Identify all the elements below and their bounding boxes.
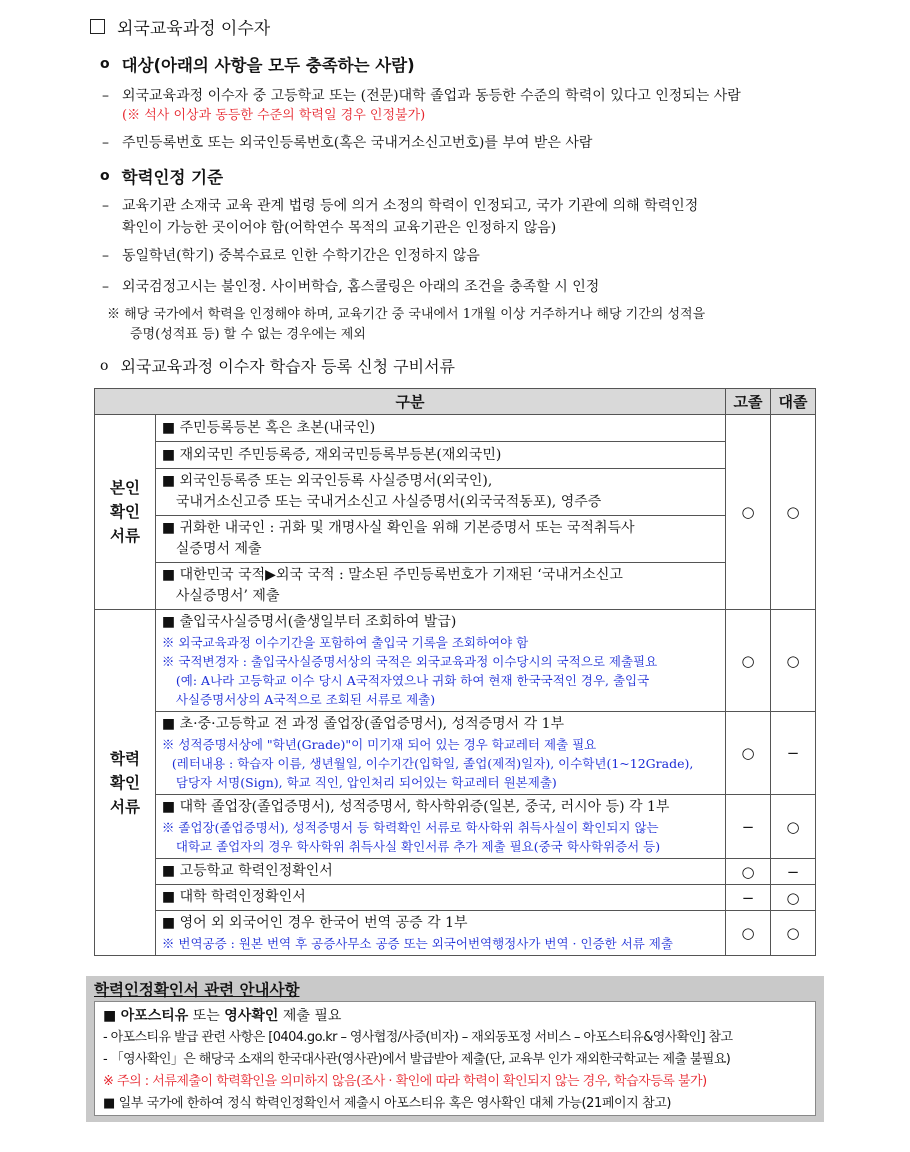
doc-note: ※ 외국교육과정 이수기간을 포함하여 출입국 기록을 조회하여야 함 — [161, 635, 529, 650]
section-criteria-heading — [100, 164, 223, 188]
doc-hs-certificate: ■ 고등학교 학력인정확인서 — [155, 859, 725, 885]
doc-note: (예: A나라 고등학교 이수 당시 A국적자였으나 귀화 하여 현재 한국국적인 경우, 출입국 — [175, 673, 650, 688]
page-title: 외국교육과정 이수자 — [117, 19, 271, 39]
doc-note: 대학교 졸업자의 경우 학사학위 취득사실 확인서류 추가 제출 필요(중국 학사학위증서 등) — [175, 839, 661, 854]
doc-univ-certificate: ■ 대학 학력인정확인서 — [155, 885, 725, 911]
doc-naturalized — [155, 516, 725, 563]
doc-note: ※ 성적증명서상에 "학년(Grade)"이 미기재 되어 있는 경우 학교레터 제출 필요 — [161, 737, 597, 752]
doc-line: ■ 대한민국 국적▶외국 국적 : 말소된 주민등록번호가 기재된 ‘국내거소신고 — [161, 567, 623, 583]
doc-entry-exit-record — [155, 610, 725, 712]
doc-note: 사실증명서상의 A국적으로 조회된 서류로 제출) — [175, 692, 436, 707]
univ-cert-college-mark: ○ — [771, 885, 816, 911]
circle-bullet-icon: o — [100, 168, 110, 184]
criteria-item-1-line-1: 교육기관 소재국 교육 관계 법령 등에 의거 소정의 학력이 인정되고, 국가 기관에 의해 학력인정 — [122, 198, 699, 214]
criteria-item-1: – 교육기관 소재국 교육 관계 법령 등에 의거 소정의 학력이 인정되고, 국가 기관에 의해 학력인정 — [102, 198, 699, 214]
doc-translation-notarization — [155, 911, 725, 956]
translation-college-mark: ○ — [771, 911, 816, 956]
school-high-mark: ○ — [726, 712, 771, 795]
doc-line: ■ 외국인등록증 또는 외국인등록 사실증명서(외국인), — [161, 473, 493, 489]
doc-line: ■ 귀화한 내국인 : 귀화 및 개명사실 확인을 위해 기본증명서 또는 국적취득사 — [161, 520, 635, 536]
notice-required: 제출 필요 — [278, 1008, 342, 1024]
doc-nationality-change — [155, 563, 725, 610]
target-item-1: – 외국교육과정 이수자 중 고등학교 또는 (전문)대학 졸업과 동등한 수준의 학력이 있다고 인정되는 사람 — [102, 88, 741, 104]
section-target-heading — [100, 52, 415, 76]
table-row — [95, 469, 816, 516]
entry-high-mark: ○ — [726, 610, 771, 712]
doc-line: ■ 초·중·고등학교 전 과정 졸업장(졸업증명서), 성적증명서 각 1부 — [161, 716, 565, 732]
table-row — [95, 563, 816, 610]
notice-or: 또는 — [188, 1008, 225, 1024]
section-docs-title: 외국교육과정 이수자 학습자 등록 신청 구비서류 — [120, 357, 455, 376]
doc-note: ※ 졸업장(졸업증명서), 성적증명서 등 학력확인 서류로 학사학위 취득사실이 확인되지 않는 — [161, 820, 659, 835]
target-warning: (※ 석사 이상과 동등한 수준의 학력일 경우 인정불가) — [122, 108, 426, 123]
page-header — [90, 14, 270, 39]
table-row — [95, 415, 816, 442]
category-education-line: 확인 — [109, 773, 140, 792]
target-item-1-text: 외국교육과정 이수자 중 고등학교 또는 (전문)대학 졸업과 동등한 수준의 학력이 있다고 인정되는 사람 — [122, 88, 741, 104]
doc-note: (레터내용 : 학습자 이름, 생년월일, 이수기간(입학일, 졸업(제적)일자), 이수학년(1~12Grade), — [171, 756, 694, 771]
target-item-2: – 주민등록번호 또는 외국인등록번호(혹은 국내거소신고번호)를 부여 받은 사람 — [102, 135, 593, 151]
criteria-item-3: – 외국검정고시는 불인정. 사이버학습, 홈스쿨링은 아래의 조건을 충족할 시 인정 — [102, 279, 600, 295]
section-criteria-title: 학력인정 기준 — [121, 168, 224, 187]
category-education-line: 학력 — [109, 749, 140, 768]
doc-note: ※ 번역공증 : 원본 번역 후 공증사무소 공증 또는 외국어번역행정사가 번역 · 인증한 서류 제출 — [161, 936, 673, 951]
doc-line: 사실증명서’ 제출 — [175, 588, 280, 604]
hs-cert-college-mark: − — [771, 859, 816, 885]
notice-apostille: 아포스티유 — [120, 1008, 189, 1024]
section-target-title: 대상(아래의 사항을 모두 충족하는 사람) — [121, 56, 415, 75]
table-row — [95, 442, 816, 469]
doc-line: 국내거소신고증 또는 국내거소신고 사실증명서(외국국적동포), 영주증 — [175, 494, 602, 510]
category-education-line: 서류 — [109, 797, 140, 816]
category-identity-line: 본인 — [109, 479, 140, 497]
table-row — [95, 610, 816, 712]
criteria-item-2-text: 동일학년(학기) 중복수료로 인한 수학기간은 인정하지 않음 — [122, 248, 480, 264]
table-row — [95, 516, 816, 563]
entry-college-mark: ○ — [771, 610, 816, 712]
doc-overseas-korean: ■ 재외국민 주민등록증, 재외국민등록부등본(재외국민) — [155, 442, 725, 469]
circle-bullet-icon: o — [100, 357, 109, 374]
doc-university-diploma — [155, 795, 725, 859]
required-documents-table — [94, 388, 816, 956]
notice-warning: ※ 주의 : 서류제출이 학력확인을 의미하지 않음(조사 · 확인에 따라 학력이 확인되지 않는 경우, 학습자등록 불가) — [103, 1074, 707, 1089]
table-row — [95, 885, 816, 911]
header-category: 구분 — [95, 389, 726, 415]
identity-high-mark: ○ — [726, 415, 771, 610]
identity-college-mark: ○ — [771, 415, 816, 610]
notice-line-5: ■ 일부 국가에 한하여 정식 학력인정확인서 제출시 아포스티유 혹은 영사확인 대체 가능(21페이지 참고) — [103, 1096, 672, 1111]
notice-title: 학력인정확인서 관련 안내사항 — [94, 981, 300, 999]
notice-content — [94, 1001, 816, 1116]
notice-line-apostille — [103, 1005, 807, 1027]
category-identity-line: 확인 — [109, 503, 140, 521]
univ-cert-high-mark: − — [726, 885, 771, 911]
category-education — [95, 610, 156, 956]
doc-note: 담당자 서명(Sign), 학교 직인, 압인처리 되어있는 학교레터 원본제출) — [175, 775, 557, 790]
table-row — [95, 911, 816, 956]
target-item-2-text: 주민등록번호 또는 외국인등록번호(혹은 국내거소신고번호)를 부여 받은 사람 — [122, 135, 593, 151]
notice-line-3: - 「영사확인」은 해당국 소재의 한국대사관(영사관)에서 발급받아 제출(단, 교육부 인가 재외한국학교는 제출 불필요) — [103, 1052, 731, 1067]
univ-high-mark: − — [726, 795, 771, 859]
doc-line: ■ 출입국사실증명서(출생일부터 조회하여 발급) — [161, 614, 457, 630]
univ-college-mark: ○ — [771, 795, 816, 859]
doc-resident-registration: ■ 주민등록등본 혹은 초본(내국인) — [155, 415, 725, 442]
criteria-item-3-text: 외국검정고시는 불인정. 사이버학습, 홈스쿨링은 아래의 조건을 충족할 시 인정 — [122, 279, 600, 295]
doc-foreigner-registration — [155, 469, 725, 516]
school-college-mark: − — [771, 712, 816, 795]
notice-bullet: ■ — [103, 1008, 121, 1024]
criteria-item-1-line-2: 확인이 가능한 곳이어야 함(어학연수 목적의 교육기관은 인정하지 않음) — [122, 220, 557, 236]
table-row — [95, 859, 816, 885]
table-row — [95, 712, 816, 795]
criteria-note-line-1: ※ 해당 국가에서 학력을 인정해야 하며, 교육기간 중 국내에서 1개월 이상 거주하거나 해당 기간의 성적을 — [107, 307, 706, 322]
doc-line: ■ 영어 외 외국어인 경우 한국어 번역 공증 각 1부 — [161, 915, 468, 931]
hs-cert-high-mark: ○ — [726, 859, 771, 885]
notice-box — [86, 976, 824, 1122]
table-row — [95, 795, 816, 859]
category-identity — [95, 415, 156, 610]
doc-line: 실증명서 제출 — [175, 541, 262, 557]
section-docs-heading — [100, 354, 455, 377]
notice-consular: 영사확인 — [224, 1008, 279, 1024]
criteria-item-2: – 동일학년(학기) 중복수료로 인한 수학기간은 인정하지 않음 — [102, 248, 480, 264]
doc-note: ※ 국적변경자 : 출입국사실증명서상의 국적은 외국교육과정 이수당시의 국적으로 제출필요 — [161, 654, 658, 669]
checkbox-icon — [90, 19, 105, 34]
circle-bullet-icon: o — [100, 56, 110, 72]
category-identity-line: 서류 — [109, 527, 140, 545]
doc-school-diploma — [155, 712, 725, 795]
notice-line-2: - 아포스티유 발급 관련 사항은 [0404.go.kr – 영사협정/사증(비자) – 재외동포정 서비스 – 아포스티유&영사확인] 참고 — [103, 1030, 733, 1045]
translation-high-mark: ○ — [726, 911, 771, 956]
header-college: 대졸 — [771, 389, 816, 415]
header-high-school: 고졸 — [726, 389, 771, 415]
table-header-row — [95, 389, 816, 415]
criteria-note-line-2: 증명(성적표 등) 할 수 없는 경우에는 제외 — [130, 327, 366, 342]
doc-line: ■ 대학 졸업장(졸업증명서), 성적증명서, 학사학위증(일본, 중국, 러시아 등) 각 1부 — [161, 799, 670, 815]
